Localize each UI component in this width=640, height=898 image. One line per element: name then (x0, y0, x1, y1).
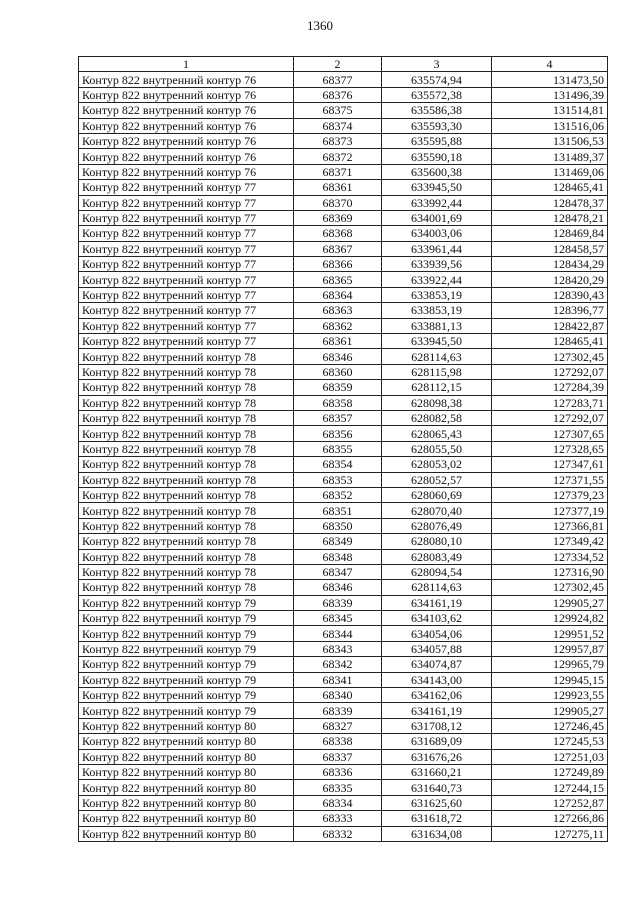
contour-name-cell: Контур 822 внутренний контур 78 (79, 349, 294, 364)
table-row (79, 287, 608, 302)
contour-name-cell: Контур 822 внутренний контур 80 (79, 826, 294, 841)
table-row (79, 241, 608, 256)
y-coordinate-cell: 127284,39 (492, 380, 608, 395)
table-row (79, 426, 608, 441)
contour-name-cell: Контур 822 внутренний контур 79 (79, 611, 294, 626)
point-number-cell: 68358 (294, 395, 382, 410)
point-number-cell: 68372 (294, 149, 382, 164)
x-coordinate-cell: 628098,38 (382, 395, 492, 410)
table-row (79, 395, 608, 410)
contour-name-cell: Контур 822 внутренний контур 78 (79, 564, 294, 579)
y-coordinate-cell: 128396,77 (492, 303, 608, 318)
x-coordinate-cell: 631640,73 (382, 780, 492, 795)
x-coordinate-cell: 631618,72 (382, 811, 492, 826)
x-coordinate-cell: 631676,26 (382, 749, 492, 764)
point-number-cell: 68346 (294, 580, 382, 595)
y-coordinate-cell: 127249,89 (492, 764, 608, 779)
contour-name-cell: Контур 822 внутренний контур 77 (79, 303, 294, 318)
x-coordinate-cell: 628060,69 (382, 487, 492, 502)
point-number-cell: 68369 (294, 210, 382, 225)
y-coordinate-cell: 128465,41 (492, 180, 608, 195)
x-coordinate-cell: 634001,69 (382, 210, 492, 225)
contour-name-cell: Контур 822 внутренний контур 78 (79, 457, 294, 472)
table-row (79, 410, 608, 425)
table-row (79, 703, 608, 718)
contour-name-cell: Контур 822 внутренний контур 78 (79, 503, 294, 518)
point-number-cell: 68377 (294, 72, 382, 87)
x-coordinate-cell: 633922,44 (382, 272, 492, 287)
point-number-cell: 68363 (294, 303, 382, 318)
x-coordinate-cell: 628114,63 (382, 580, 492, 595)
table-row (79, 795, 608, 810)
header-cell: 4 (492, 57, 608, 72)
y-coordinate-cell: 127377,19 (492, 503, 608, 518)
contour-name-cell: Контур 822 внутренний контур 78 (79, 518, 294, 533)
table-row (79, 380, 608, 395)
x-coordinate-cell: 628094,54 (382, 564, 492, 579)
contour-name-cell: Контур 822 внутренний контур 77 (79, 272, 294, 287)
contour-name-cell: Контур 822 внутренний контур 78 (79, 410, 294, 425)
point-number-cell: 68374 (294, 118, 382, 133)
contour-name-cell: Контур 822 внутренний контур 76 (79, 87, 294, 102)
x-coordinate-cell: 634143,00 (382, 672, 492, 687)
table-row (79, 564, 608, 579)
contour-name-cell: Контур 822 внутренний контур 77 (79, 210, 294, 225)
y-coordinate-cell: 131516,06 (492, 118, 608, 133)
contour-name-cell: Контур 822 внутренний контур 78 (79, 441, 294, 456)
point-number-cell: 68373 (294, 133, 382, 148)
contour-name-cell: Контур 822 внутренний контур 77 (79, 287, 294, 302)
y-coordinate-cell: 129957,87 (492, 641, 608, 656)
table-row (79, 718, 608, 733)
x-coordinate-cell: 635590,18 (382, 149, 492, 164)
y-coordinate-cell: 129945,15 (492, 672, 608, 687)
table-row (79, 257, 608, 272)
point-number-cell: 68361 (294, 334, 382, 349)
contour-name-cell: Контур 822 внутренний контур 80 (79, 780, 294, 795)
table-row (79, 441, 608, 456)
x-coordinate-cell: 628114,63 (382, 349, 492, 364)
y-coordinate-cell: 127371,55 (492, 472, 608, 487)
point-number-cell: 68352 (294, 487, 382, 502)
point-number-cell: 68346 (294, 349, 382, 364)
table-row (79, 749, 608, 764)
contour-name-cell: Контур 822 внутренний контур 79 (79, 703, 294, 718)
x-coordinate-cell: 635595,88 (382, 133, 492, 148)
contour-name-cell: Контур 822 внутренний контур 77 (79, 241, 294, 256)
table-row (79, 195, 608, 210)
table-row (79, 734, 608, 749)
table-row (79, 180, 608, 195)
contour-name-cell: Контур 822 внутренний контур 79 (79, 672, 294, 687)
x-coordinate-cell: 628055,50 (382, 441, 492, 456)
x-coordinate-cell: 633853,19 (382, 303, 492, 318)
point-number-cell: 68327 (294, 718, 382, 733)
contour-name-cell: Контур 822 внутренний контур 79 (79, 657, 294, 672)
x-coordinate-cell: 631634,08 (382, 826, 492, 841)
x-coordinate-cell: 635572,38 (382, 87, 492, 102)
point-number-cell: 68370 (294, 195, 382, 210)
y-coordinate-cell: 127292,07 (492, 410, 608, 425)
contour-name-cell: Контур 822 внутренний контур 78 (79, 487, 294, 502)
y-coordinate-cell: 128465,41 (492, 334, 608, 349)
x-coordinate-cell: 634074,87 (382, 657, 492, 672)
contour-name-cell: Контур 822 внутренний контур 78 (79, 472, 294, 487)
y-coordinate-cell: 127302,45 (492, 349, 608, 364)
table-row (79, 272, 608, 287)
contour-name-cell: Контур 822 внутренний контур 80 (79, 734, 294, 749)
table-row (79, 164, 608, 179)
table-row (79, 133, 608, 148)
header-cell: 1 (79, 57, 294, 72)
x-coordinate-cell: 633992,44 (382, 195, 492, 210)
x-coordinate-cell: 628080,10 (382, 534, 492, 549)
contour-name-cell: Контур 822 внутренний контур 78 (79, 380, 294, 395)
y-coordinate-cell: 131489,37 (492, 149, 608, 164)
contour-name-cell: Контур 822 внутренний контур 79 (79, 595, 294, 610)
y-coordinate-cell: 129965,79 (492, 657, 608, 672)
table-row (79, 641, 608, 656)
x-coordinate-cell: 633853,19 (382, 287, 492, 302)
y-coordinate-cell: 129905,27 (492, 703, 608, 718)
y-coordinate-cell: 128422,87 (492, 318, 608, 333)
header-cell: 2 (294, 57, 382, 72)
table-row (79, 811, 608, 826)
coordinates-table (78, 56, 608, 842)
y-coordinate-cell: 131496,39 (492, 87, 608, 102)
point-number-cell: 68353 (294, 472, 382, 487)
contour-name-cell: Контур 822 внутренний контур 79 (79, 626, 294, 641)
table-row (79, 226, 608, 241)
y-coordinate-cell: 129951,52 (492, 626, 608, 641)
y-coordinate-cell: 129923,55 (492, 688, 608, 703)
point-number-cell: 68375 (294, 103, 382, 118)
point-number-cell: 68348 (294, 549, 382, 564)
y-coordinate-cell: 127251,03 (492, 749, 608, 764)
point-number-cell: 68367 (294, 241, 382, 256)
y-coordinate-cell: 127334,52 (492, 549, 608, 564)
x-coordinate-cell: 631625,60 (382, 795, 492, 810)
point-number-cell: 68376 (294, 87, 382, 102)
y-coordinate-cell: 128420,29 (492, 272, 608, 287)
y-coordinate-cell: 128469,84 (492, 226, 608, 241)
x-coordinate-cell: 633939,56 (382, 257, 492, 272)
y-coordinate-cell: 128458,57 (492, 241, 608, 256)
point-number-cell: 68335 (294, 780, 382, 795)
table-row (79, 210, 608, 225)
point-number-cell: 68356 (294, 426, 382, 441)
table-row (79, 764, 608, 779)
point-number-cell: 68337 (294, 749, 382, 764)
point-number-cell: 68366 (294, 257, 382, 272)
x-coordinate-cell: 633961,44 (382, 241, 492, 256)
x-coordinate-cell: 628052,57 (382, 472, 492, 487)
table-row (79, 103, 608, 118)
x-coordinate-cell: 635586,38 (382, 103, 492, 118)
contour-name-cell: Контур 822 внутренний контур 78 (79, 549, 294, 564)
x-coordinate-cell: 633881,13 (382, 318, 492, 333)
x-coordinate-cell: 628065,43 (382, 426, 492, 441)
x-coordinate-cell: 628083,49 (382, 549, 492, 564)
table-row (79, 657, 608, 672)
table-row (79, 534, 608, 549)
table-row (79, 611, 608, 626)
y-coordinate-cell: 131473,50 (492, 72, 608, 87)
x-coordinate-cell: 634161,19 (382, 703, 492, 718)
table-row (79, 826, 608, 841)
x-coordinate-cell: 635574,94 (382, 72, 492, 87)
y-coordinate-cell: 127252,87 (492, 795, 608, 810)
x-coordinate-cell: 634057,88 (382, 641, 492, 656)
x-coordinate-cell: 635600,38 (382, 164, 492, 179)
x-coordinate-cell: 628053,02 (382, 457, 492, 472)
point-number-cell: 68336 (294, 764, 382, 779)
table-row (79, 626, 608, 641)
table-row (79, 457, 608, 472)
y-coordinate-cell: 127245,53 (492, 734, 608, 749)
point-number-cell: 68365 (294, 272, 382, 287)
x-coordinate-cell: 628076,49 (382, 518, 492, 533)
point-number-cell: 68338 (294, 734, 382, 749)
contour-name-cell: Контур 822 внутренний контур 80 (79, 718, 294, 733)
y-coordinate-cell: 127379,23 (492, 487, 608, 502)
y-coordinate-cell: 128434,29 (492, 257, 608, 272)
y-coordinate-cell: 131469,06 (492, 164, 608, 179)
point-number-cell: 68357 (294, 410, 382, 425)
table-row (79, 349, 608, 364)
y-coordinate-cell: 127316,90 (492, 564, 608, 579)
x-coordinate-cell: 634103,62 (382, 611, 492, 626)
table-row (79, 318, 608, 333)
point-number-cell: 68364 (294, 287, 382, 302)
point-number-cell: 68341 (294, 672, 382, 687)
x-coordinate-cell: 635593,30 (382, 118, 492, 133)
point-number-cell: 68344 (294, 626, 382, 641)
contour-name-cell: Контур 822 внутренний контур 80 (79, 749, 294, 764)
x-coordinate-cell: 634162,06 (382, 688, 492, 703)
contour-name-cell: Контур 822 внутренний контур 76 (79, 72, 294, 87)
y-coordinate-cell: 127302,45 (492, 580, 608, 595)
table-row (79, 780, 608, 795)
point-number-cell: 68361 (294, 180, 382, 195)
contour-name-cell: Контур 822 внутренний контур 77 (79, 318, 294, 333)
y-coordinate-cell: 127349,42 (492, 534, 608, 549)
contour-name-cell: Контур 822 внутренний контур 78 (79, 426, 294, 441)
point-number-cell: 68340 (294, 688, 382, 703)
table-row (79, 518, 608, 533)
y-coordinate-cell: 127292,07 (492, 364, 608, 379)
x-coordinate-cell: 634161,19 (382, 595, 492, 610)
point-number-cell: 68332 (294, 826, 382, 841)
y-coordinate-cell: 129905,27 (492, 595, 608, 610)
point-number-cell: 68354 (294, 457, 382, 472)
contour-name-cell: Контур 822 внутренний контур 78 (79, 364, 294, 379)
y-coordinate-cell: 128478,37 (492, 195, 608, 210)
x-coordinate-cell: 634054,06 (382, 626, 492, 641)
contour-name-cell: Контур 822 внутренний контур 76 (79, 149, 294, 164)
point-number-cell: 68333 (294, 811, 382, 826)
point-number-cell: 68349 (294, 534, 382, 549)
point-number-cell: 68339 (294, 595, 382, 610)
table-header-row (79, 57, 608, 72)
y-coordinate-cell: 129924,82 (492, 611, 608, 626)
point-number-cell: 68345 (294, 611, 382, 626)
table-row (79, 87, 608, 102)
x-coordinate-cell: 628070,40 (382, 503, 492, 518)
point-number-cell: 68334 (294, 795, 382, 810)
point-number-cell: 68368 (294, 226, 382, 241)
y-coordinate-cell: 131506,53 (492, 133, 608, 148)
point-number-cell: 68360 (294, 364, 382, 379)
table-row (79, 149, 608, 164)
contour-name-cell: Контур 822 внутренний контур 76 (79, 118, 294, 133)
point-number-cell: 68347 (294, 564, 382, 579)
x-coordinate-cell: 634003,06 (382, 226, 492, 241)
x-coordinate-cell: 631689,09 (382, 734, 492, 749)
contour-name-cell: Контур 822 внутренний контур 77 (79, 226, 294, 241)
y-coordinate-cell: 127275,11 (492, 826, 608, 841)
contour-name-cell: Контур 822 внутренний контур 79 (79, 688, 294, 703)
contour-name-cell: Контур 822 внутренний контур 80 (79, 764, 294, 779)
contour-name-cell: Контур 822 внутренний контур 79 (79, 641, 294, 656)
point-number-cell: 68362 (294, 318, 382, 333)
table-row (79, 118, 608, 133)
contour-name-cell: Контур 822 внутренний контур 78 (79, 580, 294, 595)
table-row (79, 503, 608, 518)
contour-name-cell: Контур 822 внутренний контур 80 (79, 795, 294, 810)
page-number: 1360 (307, 18, 333, 33)
y-coordinate-cell: 127307,65 (492, 426, 608, 441)
contour-name-cell: Контур 822 внутренний контур 76 (79, 164, 294, 179)
y-coordinate-cell: 131514,81 (492, 103, 608, 118)
point-number-cell: 68339 (294, 703, 382, 718)
table-row (79, 688, 608, 703)
table-row (79, 303, 608, 318)
table-row (79, 334, 608, 349)
contour-name-cell: Контур 822 внутренний контур 78 (79, 534, 294, 549)
point-number-cell: 68350 (294, 518, 382, 533)
y-coordinate-cell: 127244,15 (492, 780, 608, 795)
y-coordinate-cell: 127246,45 (492, 718, 608, 733)
y-coordinate-cell: 127366,81 (492, 518, 608, 533)
point-number-cell: 68342 (294, 657, 382, 672)
contour-name-cell: Контур 822 внутренний контур 78 (79, 395, 294, 410)
table-body (79, 72, 608, 842)
table-row (79, 472, 608, 487)
table-row (79, 487, 608, 502)
x-coordinate-cell: 628082,58 (382, 410, 492, 425)
table-row (79, 580, 608, 595)
contour-name-cell: Контур 822 внутренний контур 77 (79, 257, 294, 272)
y-coordinate-cell: 128478,21 (492, 210, 608, 225)
table-row (79, 72, 608, 87)
contour-name-cell: Контур 822 внутренний контур 76 (79, 133, 294, 148)
table-row (79, 364, 608, 379)
y-coordinate-cell: 127347,61 (492, 457, 608, 472)
x-coordinate-cell: 628115,98 (382, 364, 492, 379)
x-coordinate-cell: 631660,21 (382, 764, 492, 779)
x-coordinate-cell: 631708,12 (382, 718, 492, 733)
y-coordinate-cell: 127266,86 (492, 811, 608, 826)
header-cell: 3 (382, 57, 492, 72)
contour-name-cell: Контур 822 внутренний контур 76 (79, 103, 294, 118)
table-row (79, 672, 608, 687)
contour-name-cell: Контур 822 внутренний контур 77 (79, 334, 294, 349)
y-coordinate-cell: 128390,43 (492, 287, 608, 302)
contour-name-cell: Контур 822 внутренний контур 80 (79, 811, 294, 826)
table-row (79, 549, 608, 564)
contour-name-cell: Контур 822 внутренний контур 77 (79, 195, 294, 210)
point-number-cell: 68351 (294, 503, 382, 518)
point-number-cell: 68371 (294, 164, 382, 179)
y-coordinate-cell: 127283,71 (492, 395, 608, 410)
x-coordinate-cell: 633945,50 (382, 180, 492, 195)
point-number-cell: 68355 (294, 441, 382, 456)
x-coordinate-cell: 628112,15 (382, 380, 492, 395)
point-number-cell: 68343 (294, 641, 382, 656)
point-number-cell: 68359 (294, 380, 382, 395)
contour-name-cell: Контур 822 внутренний контур 77 (79, 180, 294, 195)
table-row (79, 595, 608, 610)
y-coordinate-cell: 127328,65 (492, 441, 608, 456)
x-coordinate-cell: 633945,50 (382, 334, 492, 349)
